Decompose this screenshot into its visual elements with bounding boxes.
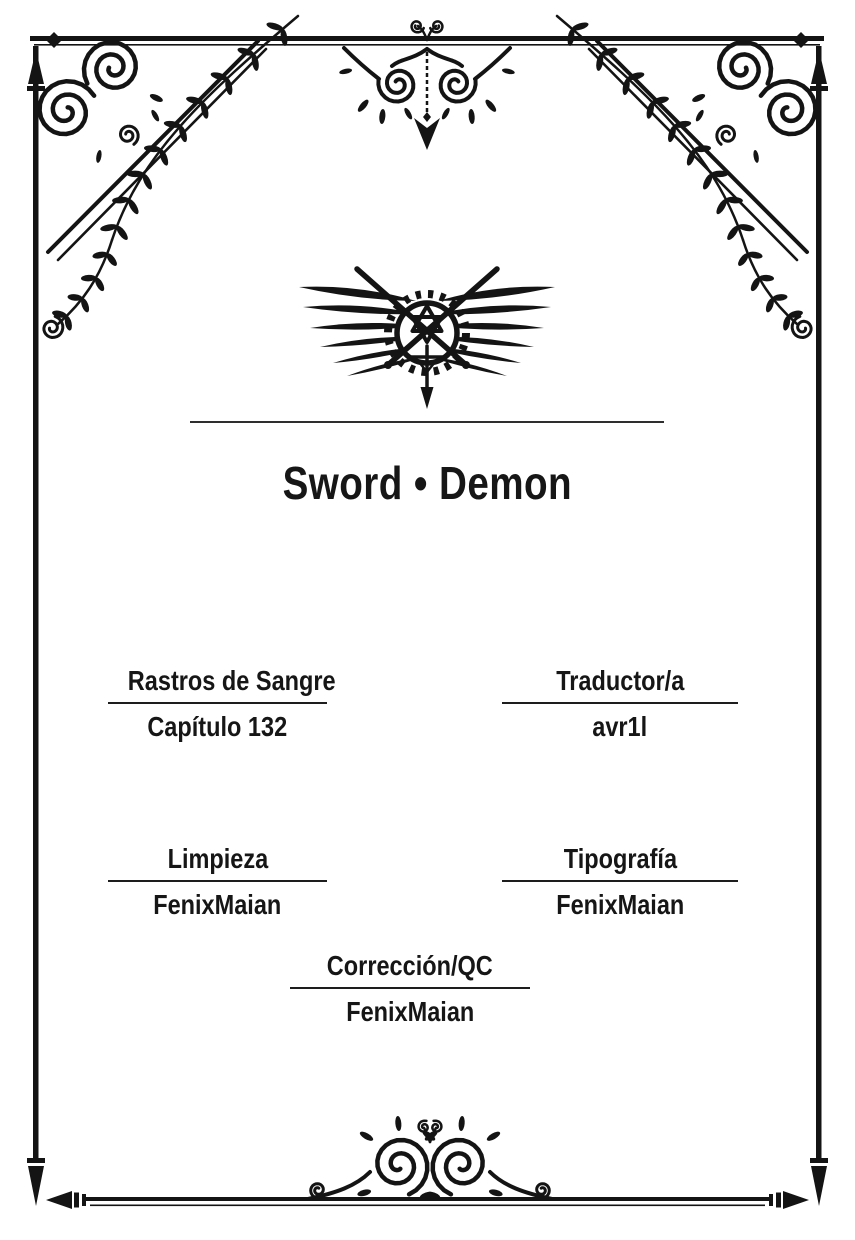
credit-series <box>108 664 336 743</box>
credit-translator-label: Traductor/a <box>502 664 738 704</box>
bottom-center-ornament <box>308 1116 552 1201</box>
credit-cleaner-label: Limpieza <box>108 842 327 882</box>
credit-typesetter-value: FenixMaian <box>555 888 685 920</box>
credit-series-label: Rastros de Sangre <box>108 664 327 704</box>
page-title: Sword • Demon <box>282 457 573 509</box>
credit-translator <box>502 664 738 743</box>
credit-typesetter <box>502 842 738 921</box>
credit-translator-value: avr1l <box>592 710 648 742</box>
credit-typesetter-label: Tipografía <box>502 842 738 882</box>
title-divider <box>190 421 664 423</box>
credit-cleaner <box>108 842 327 921</box>
winged-crossed-swords-emblem-icon <box>299 269 555 409</box>
corner-scroll-ornaments <box>27 16 828 1209</box>
credit-proofreader <box>290 949 530 1028</box>
border-frame <box>30 36 824 1206</box>
credit-series-value: Capítulo 132 <box>147 710 288 742</box>
credit-proofreader-label: Corrección/QC <box>290 949 530 989</box>
credit-proofreader-value: FenixMaian <box>345 995 475 1027</box>
credit-cleaner-value: FenixMaian <box>153 888 282 920</box>
